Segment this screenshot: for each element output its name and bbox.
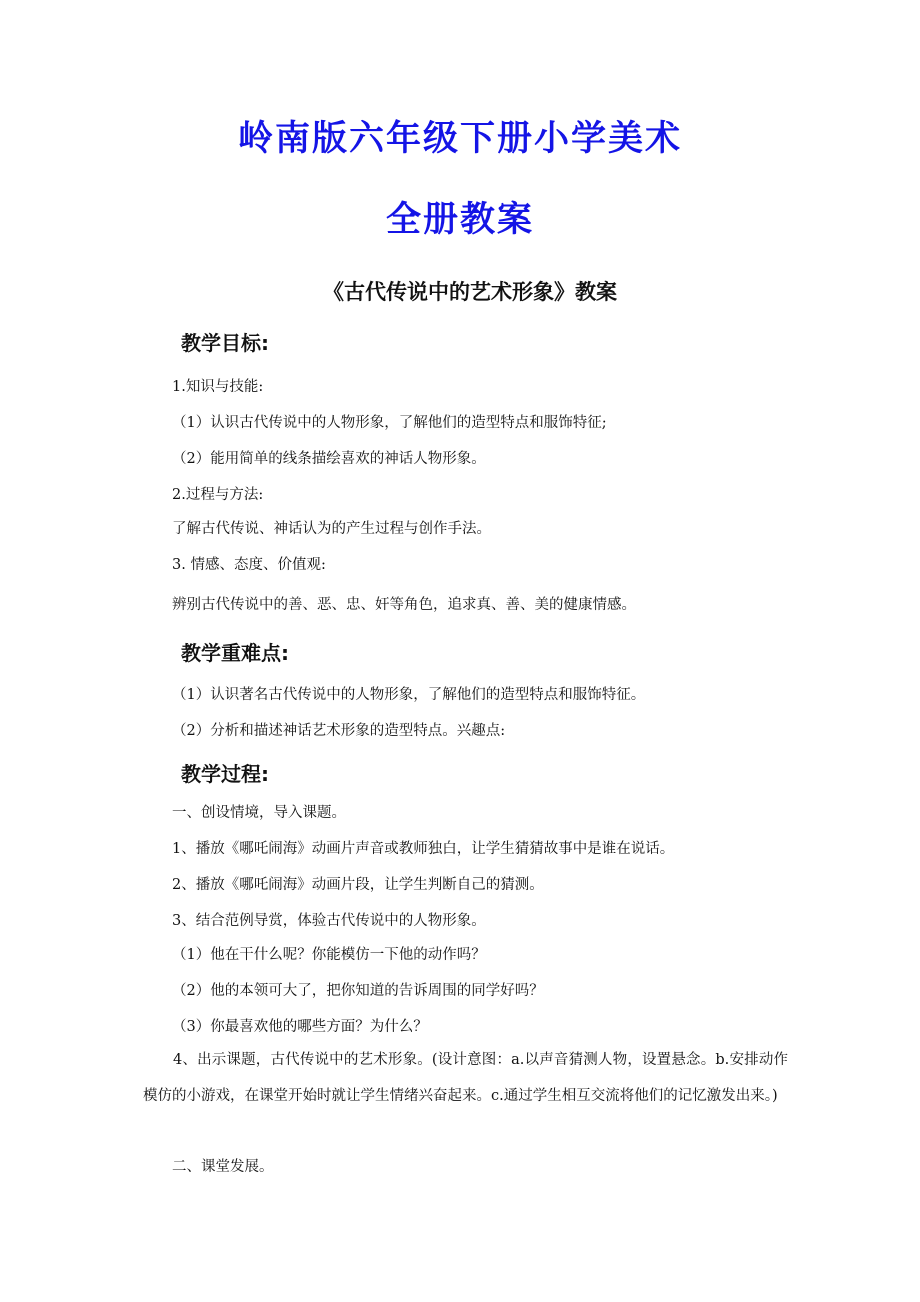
document-title-line1: 岭南版六年级下册小学美术: [237, 119, 682, 159]
process-section-1: 一、创设情境，导入课题。: [172, 805, 346, 821]
process-section-2: 二、课堂发展。: [172, 1159, 274, 1175]
key-points-heading: 教学重难点:: [181, 641, 289, 665]
key-point-2: （2）分析和描述神话艺术形象的造型特点。兴趣点:: [172, 723, 506, 739]
knowledge-item-2: （2）能用简单的线条描绘喜欢的神话人物形象。: [172, 451, 486, 467]
key-point-1: （1）认识著名古代传说中的人物形象，了解他们的造型特点和服饰特征。: [172, 687, 646, 703]
objectives-heading: 教学目标:: [181, 331, 269, 355]
document-title-line2: 全册教案: [385, 200, 534, 240]
process-label: 2.过程与方法:: [172, 487, 264, 503]
process-step-4: 4、出示课题，古代传说中的艺术形象。(设计意图：a.以声音猜测人物，设置悬念。b.安排动作模仿的小游戏，在课堂开始时就让学生情绪兴奋起来。c.通过学生相互交流将他们的记忆激发出来。): [143, 1052, 788, 1104]
question-1: （1）他在干什么呢？你能模仿一下他的动作吗？: [172, 947, 486, 963]
process-step-2: 2、播放《哪吒闹海》动画片段，让学生判断自己的猜测。: [172, 877, 544, 893]
knowledge-label: 1.知识与技能:: [172, 379, 264, 395]
process-step-3: 3、结合范例导赏，体验古代传说中的人物形象。: [172, 913, 486, 929]
knowledge-item-1: （1）认识古代传说中的人物形象，了解他们的造型特点和服饰特征;: [172, 415, 607, 431]
process-text: 了解古代传说、神话认为的产生过程与创作手法。: [172, 521, 491, 537]
question-2: （2）他的本领可大了，把你知道的告诉周围的同学好吗？: [172, 983, 544, 999]
process-step-1: 1、播放《哪吒闹海》动画片声音或教师独白，让学生猜猜故事中是谁在说话。: [172, 841, 675, 857]
process-heading: 教学过程:: [181, 762, 269, 786]
lesson-title: 《古代传说中的艺术形象》教案: [323, 280, 617, 304]
emotion-label: 3. 情感、态度、价值观:: [172, 557, 326, 573]
question-3: （3）你最喜欢他的哪些方面？为什么？: [172, 1019, 428, 1035]
emotion-text: 辨别古代传说中的善、恶、忠、奸等角色，追求真、善、美的健康情感。: [172, 597, 636, 613]
